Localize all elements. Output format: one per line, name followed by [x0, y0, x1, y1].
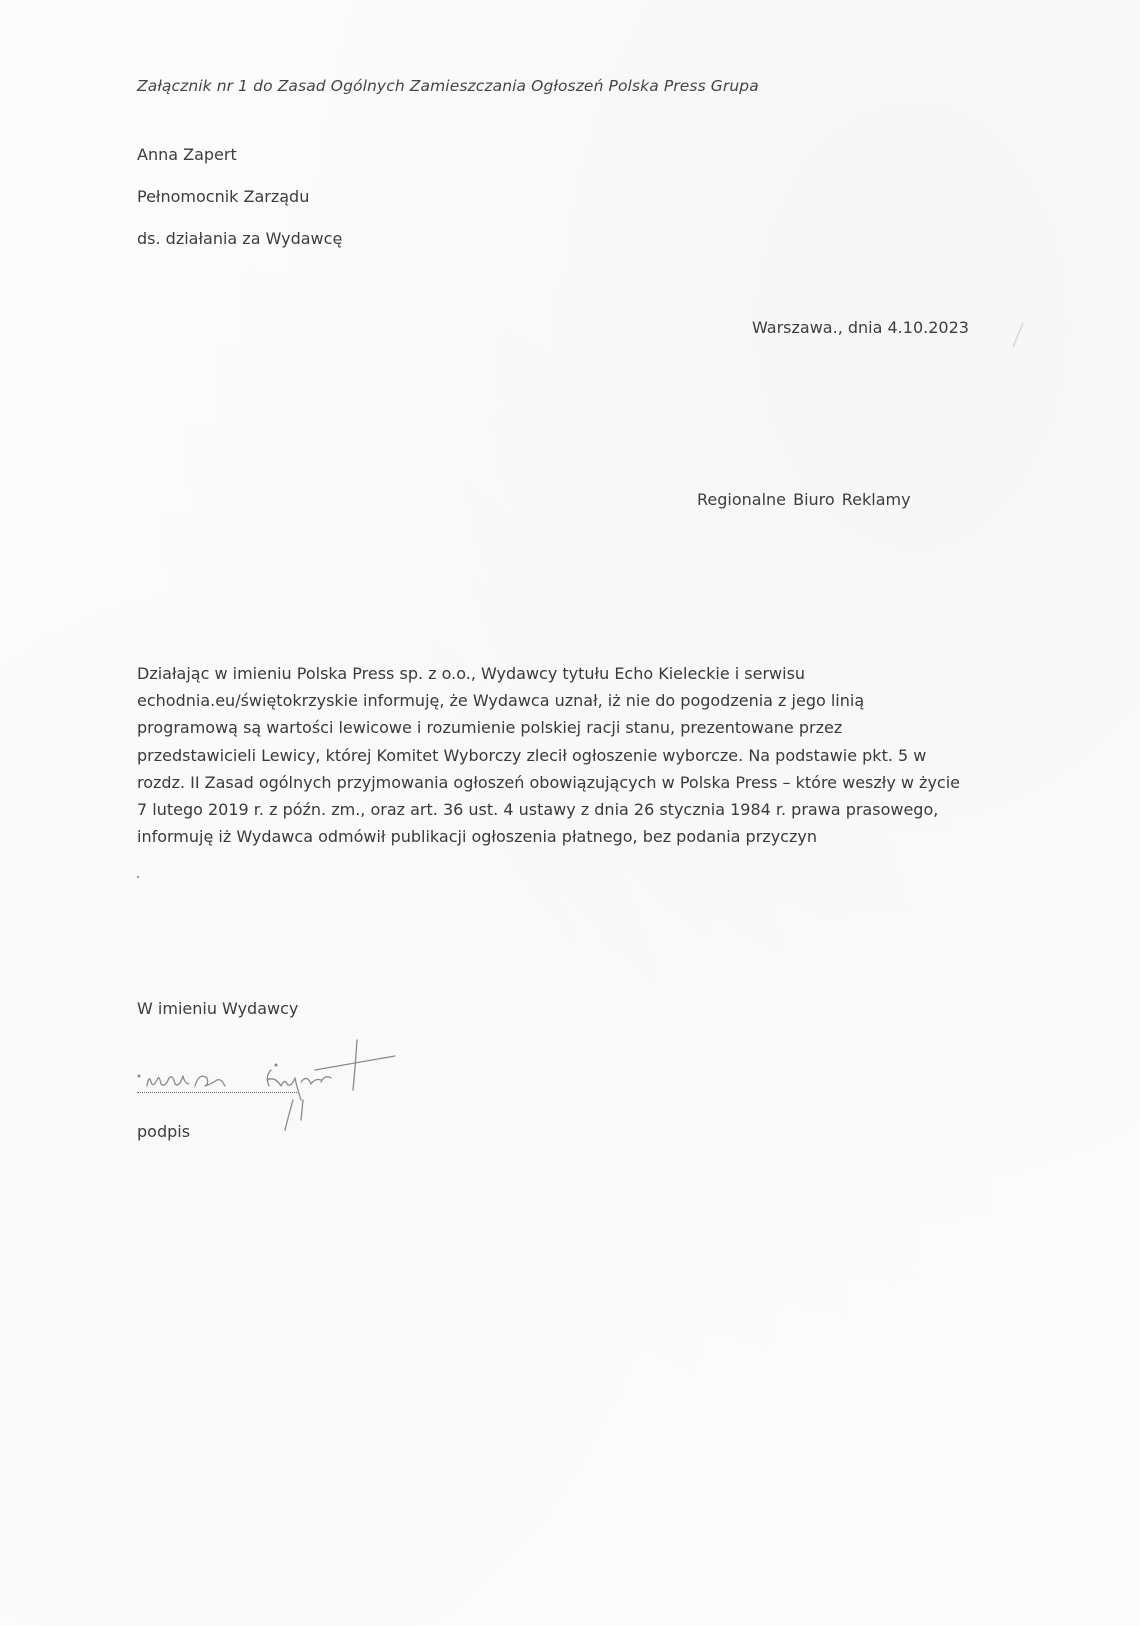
signature-label: podpis — [137, 1122, 191, 1141]
sender-title: Pełnomocnik Zarządu — [137, 187, 310, 206]
signature-dotted-line — [137, 1092, 297, 1093]
place-and-date: Warszawa., dnia 4.10.2023 — [752, 318, 969, 337]
attachment-header: Załącznik nr 1 do Zasad Ogólnych Zamieszczania Ogłoszeń Polska Press Grupa — [137, 77, 759, 95]
sender-name: Anna Zapert — [137, 145, 237, 164]
body-line: 7 lutego 2019 r. z późn. zm., oraz art. 36 ust. 4 ustawy z dnia 26 stycznia 1984 r. prawa prasowego, — [137, 800, 939, 820]
closing-line: W imieniu Wydawcy — [137, 999, 299, 1018]
sender-role: ds. działania za Wydawcę — [137, 229, 343, 248]
body-line: informuję iż Wydawca odmówił publikacji ogłoszenia płatnego, bez podania przyczyn — [137, 827, 817, 847]
body-line: echodnia.eu/świętokrzyskie informuję, że Wydawca uznał, iż nie do pogodzenia z jego linią — [137, 691, 865, 711]
body-line: rozdz. II Zasad ogólnych przyjmowania ogłoszeń obowiązujących w Polska Press – które weszły w życie — [137, 772, 960, 792]
body-line: programową są wartości lewicowe i rozumienie polskiej racji stanu, prezentowane przez — [137, 718, 843, 738]
scan-artifact-mark — [1005, 315, 1035, 355]
letter-body — [137, 660, 1017, 850]
recipient: Regionalne Biuro Reklamy — [697, 490, 911, 509]
body-line: Działając w imieniu Polska Press sp. z o.o., Wydawcy tytułu Echo Kieleckie i serwisu — [137, 664, 806, 683]
body-line: przedstawicieli Lewicy, której Komitet Wyborczy zlecił ogłoszenie wyborcze. Na podstawie pkt. 5 w — [137, 745, 927, 765]
stray-period — [137, 876, 139, 878]
